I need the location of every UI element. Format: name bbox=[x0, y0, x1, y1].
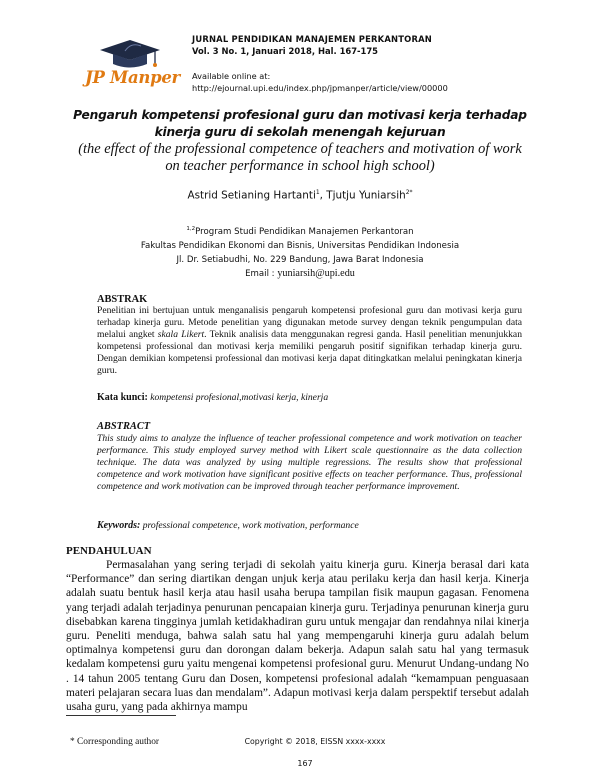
logo-text: JP Manper bbox=[85, 68, 180, 87]
journal-header bbox=[192, 34, 432, 57]
title-id-line-1: Pengaruh kompetensi profesional guru dan motivasi kerja terhadap bbox=[73, 108, 527, 122]
footnote: * Corresponding author bbox=[70, 737, 160, 747]
affiliation-line-2: Fakultas Pendidikan Ekonomi dan Bisnis, Universitas Pendidikan Indonesia bbox=[140, 240, 460, 251]
journal-name: JURNAL PENDIDIKAN MANAJEMEN PERKANTORAN bbox=[192, 34, 432, 44]
kata-kunci bbox=[97, 392, 328, 403]
abstract-text: This study aims to analyze the influence of teacher professional competence and work motivation on teacher performance. This study employed survey method with Likert scale questionnaire as the data collection technique. The data was analyzed by using multiple regressions. The results show that professional competence and work motivation have significant positive effects on teacher performance. Thus, professional competence and work motivation can be improved through teacher performance improvement. bbox=[97, 433, 522, 493]
email-link[interactable]: yuniarsih@upi.edu bbox=[277, 267, 355, 279]
graduation-cap-icon bbox=[85, 38, 185, 72]
availability bbox=[192, 71, 448, 94]
affiliation-line-3: Jl. Dr. Setiabudhi, No. 229 Bandung, Jawa Barat Indonesia bbox=[176, 254, 424, 265]
title-en-line-2: on teacher performance in school high school) bbox=[165, 157, 435, 174]
keywords-label: Keywords: bbox=[97, 520, 141, 531]
affiliation-line-1: Program Studi Pendidikan Manajemen Perkantoran bbox=[195, 226, 414, 237]
author-1-sup: 1 bbox=[315, 189, 320, 196]
page-number: 167 bbox=[297, 759, 313, 768]
author-2-sup: 2* bbox=[405, 189, 413, 196]
email-label: Email : bbox=[245, 268, 278, 279]
kata-kunci-values: kompetensi profesional,motivasi kerja, kinerja bbox=[147, 392, 329, 403]
volume-line: Vol. 3 No. 1, Januari 2018, Hal. 167-175 bbox=[192, 45, 379, 56]
abstrak-italic-term: skala Likert bbox=[157, 329, 205, 341]
copyright: Copyright © 2018, EISSN xxxx-xxxx bbox=[244, 737, 386, 746]
author-list bbox=[0, 189, 600, 201]
intro-paragraph: Permasalahan yang sering terjadi di sekolah yaitu kinerja guru. Kinerja berasal dari kata “Performance” dan sering diartikan dengan unjuk kerja atau perilaku kerja dan hasil kerja. Kinerja adalah suatu bentuk hasil kerja atau hasil usaha berupa tampilan fisik maupun gagasan. Fenomena yang terjadi adalah terjadinya penurunan pencapaian kinerja guru. Terjadinya penurunan kinerja guru disebabkan karena tingginya jumlah ketidakhadiran guru untuk mengajar dan rendahnya nilai kinerja guru. Peneliti menduga, bahwa salah satu hal yang mempengaruhi kinerja guru adalah belum optimalnya kompetensi guru dan dorongan dalam bekerja. Adapun salah satu hal yang termasuk kedalam kompetensi guru yaitu mengenai kompetensi profesional guru. Menurut Undang-undang No . 14 tahun 2005 tentang Guru dan Dosen, kompetensi profesional adalah “kemampuan penguasaan materi pelajaran secara luas dan mendalam”. Adapun motivasi kerja dalam perspektif tersebut adalah usaha guru, yang pada akhirnya mampu bbox=[66, 559, 529, 714]
title-id-line-2: kinerja guru di sekolah menengah kejuruan bbox=[154, 124, 446, 139]
abstract-heading: ABSTRACT bbox=[97, 421, 151, 432]
available-url[interactable]: http://ejournal.upi.edu/index.php/jpmanper/article/view/00000 bbox=[192, 82, 448, 93]
author-1: Astrid Setianing Hartanti bbox=[187, 189, 316, 202]
article-title-indonesian bbox=[40, 107, 560, 140]
available-label: Available online at: bbox=[192, 71, 271, 81]
keywords bbox=[97, 520, 359, 531]
abstrak-heading: ABSTRAK bbox=[97, 294, 148, 305]
keywords-values: professional competence, work motivation, performance bbox=[140, 520, 359, 531]
article-title-english bbox=[40, 141, 560, 174]
affiliation bbox=[0, 222, 600, 281]
section-heading-pendahuluan: PENDAHULUAN bbox=[66, 545, 152, 557]
journal-logo bbox=[85, 38, 185, 94]
author-2: Tjutju Yuniarsih bbox=[326, 189, 406, 202]
abstrak-text: Penelitian ini bertujuan untuk menganalisis pengaruh kompetensi profesional guru dan motivasi kerja guru terhadap kinerja guru. Metode penelitian yang digunakan metode survey dengan teknik pengumpulan data melalui angket skala Likert. Teknik analisis data menggunakan regresi ganda. Hasil penelitian menunjukkan kompetensi professional dan motivasi kerja memiliki pengaruh positif signifikan terhadap kinerja guru. Dengan demikian kompetensi professional dan motivasi kerja dapat ditingkatkan melalui peningkatan kinerja guru. bbox=[97, 305, 522, 377]
author-separator: , bbox=[319, 189, 327, 202]
affiliation-sup: 1,2 bbox=[186, 226, 196, 232]
kata-kunci-label: Kata kunci: bbox=[97, 392, 148, 403]
title-en-line-1: (the effect of the professional competence of teachers and motivation of work bbox=[78, 141, 522, 157]
footnote-divider bbox=[66, 715, 176, 716]
